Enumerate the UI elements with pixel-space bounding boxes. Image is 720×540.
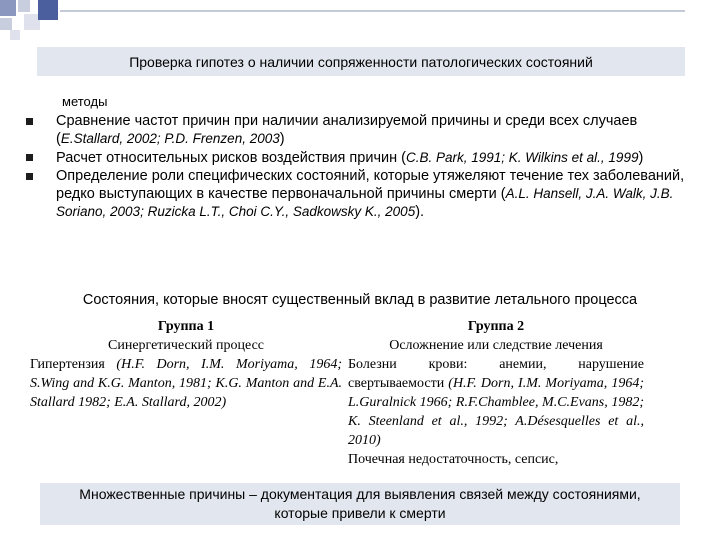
footer-banner (40, 483, 680, 525)
group2-header: Группа 2 (467, 319, 525, 334)
group2-item-name: Болезни крови: анемии, нарушение свертываемости (348, 357, 644, 391)
group2-item (348, 355, 644, 450)
group2-item-refs: (H.F. Dorn, I.M. Moriyama, 1964; L.Guralnick 1966; R.F.Chamblee, M.C.Evans, 1982; K. Steenland et al., 1992; A.Désesquelles et al., 2010) (348, 376, 645, 448)
group1-item (30, 355, 342, 412)
bullet-text: Сравнение частот причин при наличии анализируемой причины и среди всех случаев ( (56, 113, 638, 147)
methods-list (24, 113, 694, 222)
list-item (24, 168, 694, 221)
bullet-reference: C.B. Park, 1991; K. Wilkins et al., 1999 (405, 150, 639, 165)
bullet-text: Определение роли специфических состояний, которые утяжеляют течение тех заболеваний, редко выступающих в качестве первоначальной причины смерти ( (56, 168, 685, 202)
bullet-text: Расчет относительных рисков воздействия причин ( (56, 150, 406, 166)
group1-column (30, 317, 342, 412)
slide-title-text: Проверка гипотез о наличии сопряженности патологических состояний (129, 53, 593, 70)
states-heading: Состояния, которые вносят существенный вклад в развитие летального процесса (82, 292, 638, 308)
group2-item: Почечная недостаточность, сепсис, (348, 452, 559, 467)
group2-column (348, 317, 644, 469)
bullet-reference: E.Stallard, 2002; P.D. Frenzen, 2003 (60, 131, 280, 146)
group2-subheader: Осложнение или следствие лечения (389, 338, 603, 353)
list-item (24, 149, 694, 167)
group1-header: Группа 1 (157, 319, 215, 334)
bullet-tail: ) (638, 150, 644, 166)
list-item (24, 113, 694, 148)
slide-title (37, 47, 685, 76)
bullet-tail: ). (415, 204, 425, 220)
bullet-square-icon (26, 173, 33, 180)
group1-item-name: Гипертензия (30, 357, 105, 372)
group1-item-refs: (H.F. Dorn, I.M. Moriyama, 1964; S.Wing and K.G. Manton, 1981; K.G. Manton and E.A. Stallard 1982; E.A. Stallard, 2002) (30, 357, 342, 410)
footer-text: Множественные причины – документация для выявления связей между состояниями, которые привели к смерти (79, 486, 641, 521)
bullet-tail: ) (279, 131, 285, 147)
bullet-square-icon (26, 118, 33, 125)
group1-subheader: Синергетический процесс (108, 338, 264, 353)
bullet-reference: A.L. Hansell, J.A. Walk, J.B. Soriano, 2003; Ruzicka L.T., Choi C.Y., Sadkowsky K., 2005 (56, 186, 674, 219)
bullet-square-icon (26, 154, 33, 161)
methods-label: методы (62, 94, 108, 109)
